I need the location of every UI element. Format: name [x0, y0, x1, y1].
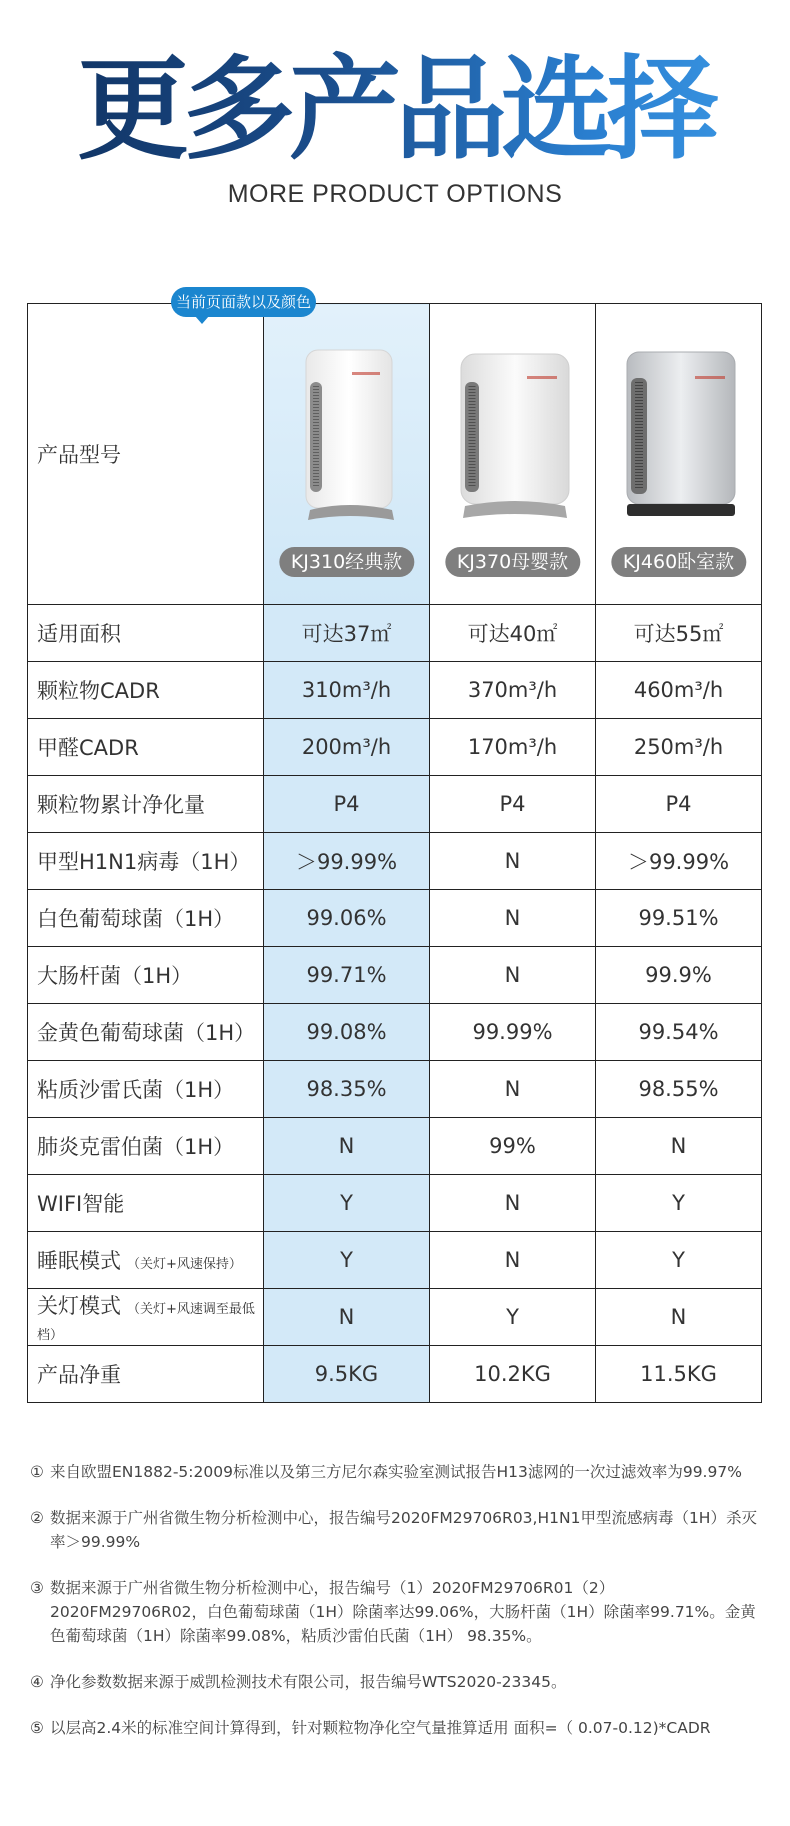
- row-label: 白色葡萄球菌（1H）: [28, 890, 264, 947]
- table-cell: 99.08%: [264, 1004, 430, 1061]
- table-row-light-off-mode: [28, 1289, 762, 1346]
- air-purifier-image: [619, 342, 739, 532]
- table-cell: N: [264, 1118, 430, 1175]
- row-label: 大肠杆菌（1H）: [28, 947, 264, 1004]
- table-cell: P4: [264, 776, 430, 833]
- table-cell: Y: [596, 1175, 762, 1232]
- table-row-e-coli: [28, 947, 762, 1004]
- footnote: [30, 1670, 760, 1694]
- product-name-pill: KJ460卧室款: [611, 547, 746, 577]
- footnote-text: 来自欧盟EN1882-5:2009标准以及第三方尼尔森实验室测试报告H13滤网的一次过滤效率为99.97%: [50, 1463, 742, 1481]
- table-cell: N: [596, 1289, 762, 1346]
- table-cell: 99.06%: [264, 890, 430, 947]
- table-row-particle-cadr: [28, 662, 762, 719]
- row-label: 粘质沙雷氏菌（1H）: [28, 1061, 264, 1118]
- row-label: 金黄色葡萄球菌（1H）: [28, 1004, 264, 1061]
- row-label: [28, 1289, 264, 1346]
- table-row-cumulative: [28, 776, 762, 833]
- product-name-pill: KJ370母婴款: [445, 547, 580, 577]
- table-cell: 99.9%: [596, 947, 762, 1004]
- product-cell-kj310: [264, 304, 430, 605]
- table-cell: N: [430, 947, 596, 1004]
- product-name-pill: KJ310经典款: [279, 547, 414, 577]
- comparison-table: [27, 303, 762, 1403]
- current-item-badge: 当前页面款以及颜色: [171, 287, 316, 317]
- footnote-text: 净化参数数据来源于威凯检测技术有限公司，报告编号WTS2020-23345。: [50, 1673, 567, 1691]
- table-cell: 10.2KG: [430, 1346, 596, 1403]
- table-row-klebsiella: [28, 1118, 762, 1175]
- table-cell: Y: [264, 1232, 430, 1289]
- air-purifier-image: [292, 342, 402, 532]
- row-label: 产品净重: [28, 1346, 264, 1403]
- table-cell: Y: [430, 1289, 596, 1346]
- footnote: [30, 1506, 760, 1554]
- table-cell: N: [430, 1232, 596, 1289]
- table-cell: ＞99.99%: [264, 833, 430, 890]
- row-label: [28, 1232, 264, 1289]
- table-row-formaldehyde-cadr: [28, 719, 762, 776]
- footnote-text: 数据来源于广州省微生物分析检测中心，报告编号2020FM29706R03,H1N1甲型流感病毒（1H）杀灭率＞99.99%: [50, 1509, 757, 1551]
- footnote-text: 以层高2.4米的标准空间计算得到，针对颗粒物净化空气量推算适用 面积=（ 0.07-0.12)*CADR: [50, 1719, 711, 1737]
- table-cell: N: [430, 1175, 596, 1232]
- table-cell: 310m³/h: [264, 662, 430, 719]
- footnote-number: ①: [30, 1463, 44, 1481]
- row-label: 甲型H1N1病毒（1H）: [28, 833, 264, 890]
- table-row-serratia: [28, 1061, 762, 1118]
- row-label: 颗粒物CADR: [28, 662, 264, 719]
- table-cell: 99%: [430, 1118, 596, 1175]
- footnote-number: ④: [30, 1673, 44, 1691]
- table-cell: 可达37㎡: [264, 605, 430, 662]
- table-cell: Y: [264, 1175, 430, 1232]
- table-cell: N: [430, 833, 596, 890]
- footnote: [30, 1716, 760, 1740]
- table-cell: 170m³/h: [430, 719, 596, 776]
- table-cell: 98.55%: [596, 1061, 762, 1118]
- table-row-h1n1: [28, 833, 762, 890]
- row-label: 甲醛CADR: [28, 719, 264, 776]
- footnote: [30, 1576, 760, 1648]
- table-cell: 11.5KG: [596, 1346, 762, 1403]
- page-subtitle: MORE PRODUCT OPTIONS: [227, 180, 563, 208]
- table-row-product-model: [28, 304, 762, 605]
- table-row-area: [28, 605, 762, 662]
- row-label: 颗粒物累计净化量: [28, 776, 264, 833]
- table-cell: 250m³/h: [596, 719, 762, 776]
- table-cell: ＞99.99%: [596, 833, 762, 890]
- table-cell: 98.35%: [264, 1061, 430, 1118]
- table-cell: 99.51%: [596, 890, 762, 947]
- row-label: 肺炎克雷伯菌（1H）: [28, 1118, 264, 1175]
- table-cell: P4: [596, 776, 762, 833]
- table-cell: N: [596, 1118, 762, 1175]
- row-label-text: 睡眠模式: [37, 1249, 121, 1273]
- footnote-text: 数据来源于广州省微生物分析检测中心，报告编号（1）2020FM29706R01（2）2020FM29706R02，白色葡萄球菌（1H）除菌率达99.06%，大肠杆菌（1H）除菌率99.71%。金黄色葡萄球菌（1H）除菌率99.08%，粘质沙雷伯氏菌（1H） 98.35%。: [50, 1579, 756, 1645]
- table-cell: 99.99%: [430, 1004, 596, 1061]
- row-label: 适用面积: [28, 605, 264, 662]
- table-cell: Y: [596, 1232, 762, 1289]
- table-row-net-weight: [28, 1346, 762, 1403]
- table-row-sleep-mode: [28, 1232, 762, 1289]
- table-cell: 460m³/h: [596, 662, 762, 719]
- row-label-note: （关灯+风速调至最低档）: [37, 1302, 255, 1343]
- table-cell: 可达40㎡: [430, 605, 596, 662]
- table-cell: 9.5KG: [264, 1346, 430, 1403]
- footnotes: [30, 1460, 760, 1762]
- table-row-staph-albus: [28, 890, 762, 947]
- table-cell: N: [430, 1061, 596, 1118]
- row-label: 产品型号: [28, 304, 264, 605]
- table-cell: 99.54%: [596, 1004, 762, 1061]
- footnote-number: ⑤: [30, 1719, 44, 1737]
- footnote-number: ②: [30, 1509, 44, 1527]
- footnote-number: ③: [30, 1579, 44, 1597]
- product-cell-kj460: [596, 304, 762, 605]
- table-cell: 99.71%: [264, 947, 430, 1004]
- table-row-wifi: [28, 1175, 762, 1232]
- table-cell: 370m³/h: [430, 662, 596, 719]
- row-label-note: （关灯+风速保持）: [127, 1257, 242, 1272]
- page-title: 更多产品选择: [0, 50, 790, 170]
- table-cell: P4: [430, 776, 596, 833]
- table-cell: N: [264, 1289, 430, 1346]
- product-cell-kj370: [430, 304, 596, 605]
- table-cell: 200m³/h: [264, 719, 430, 776]
- table-cell: 可达55㎡: [596, 605, 762, 662]
- table-row-staph-aureus: [28, 1004, 762, 1061]
- footnote: [30, 1460, 760, 1484]
- air-purifier-image: [453, 342, 573, 532]
- table-cell: N: [430, 890, 596, 947]
- row-label: WIFI智能: [28, 1175, 264, 1232]
- row-label-text: 关灯模式: [37, 1294, 121, 1318]
